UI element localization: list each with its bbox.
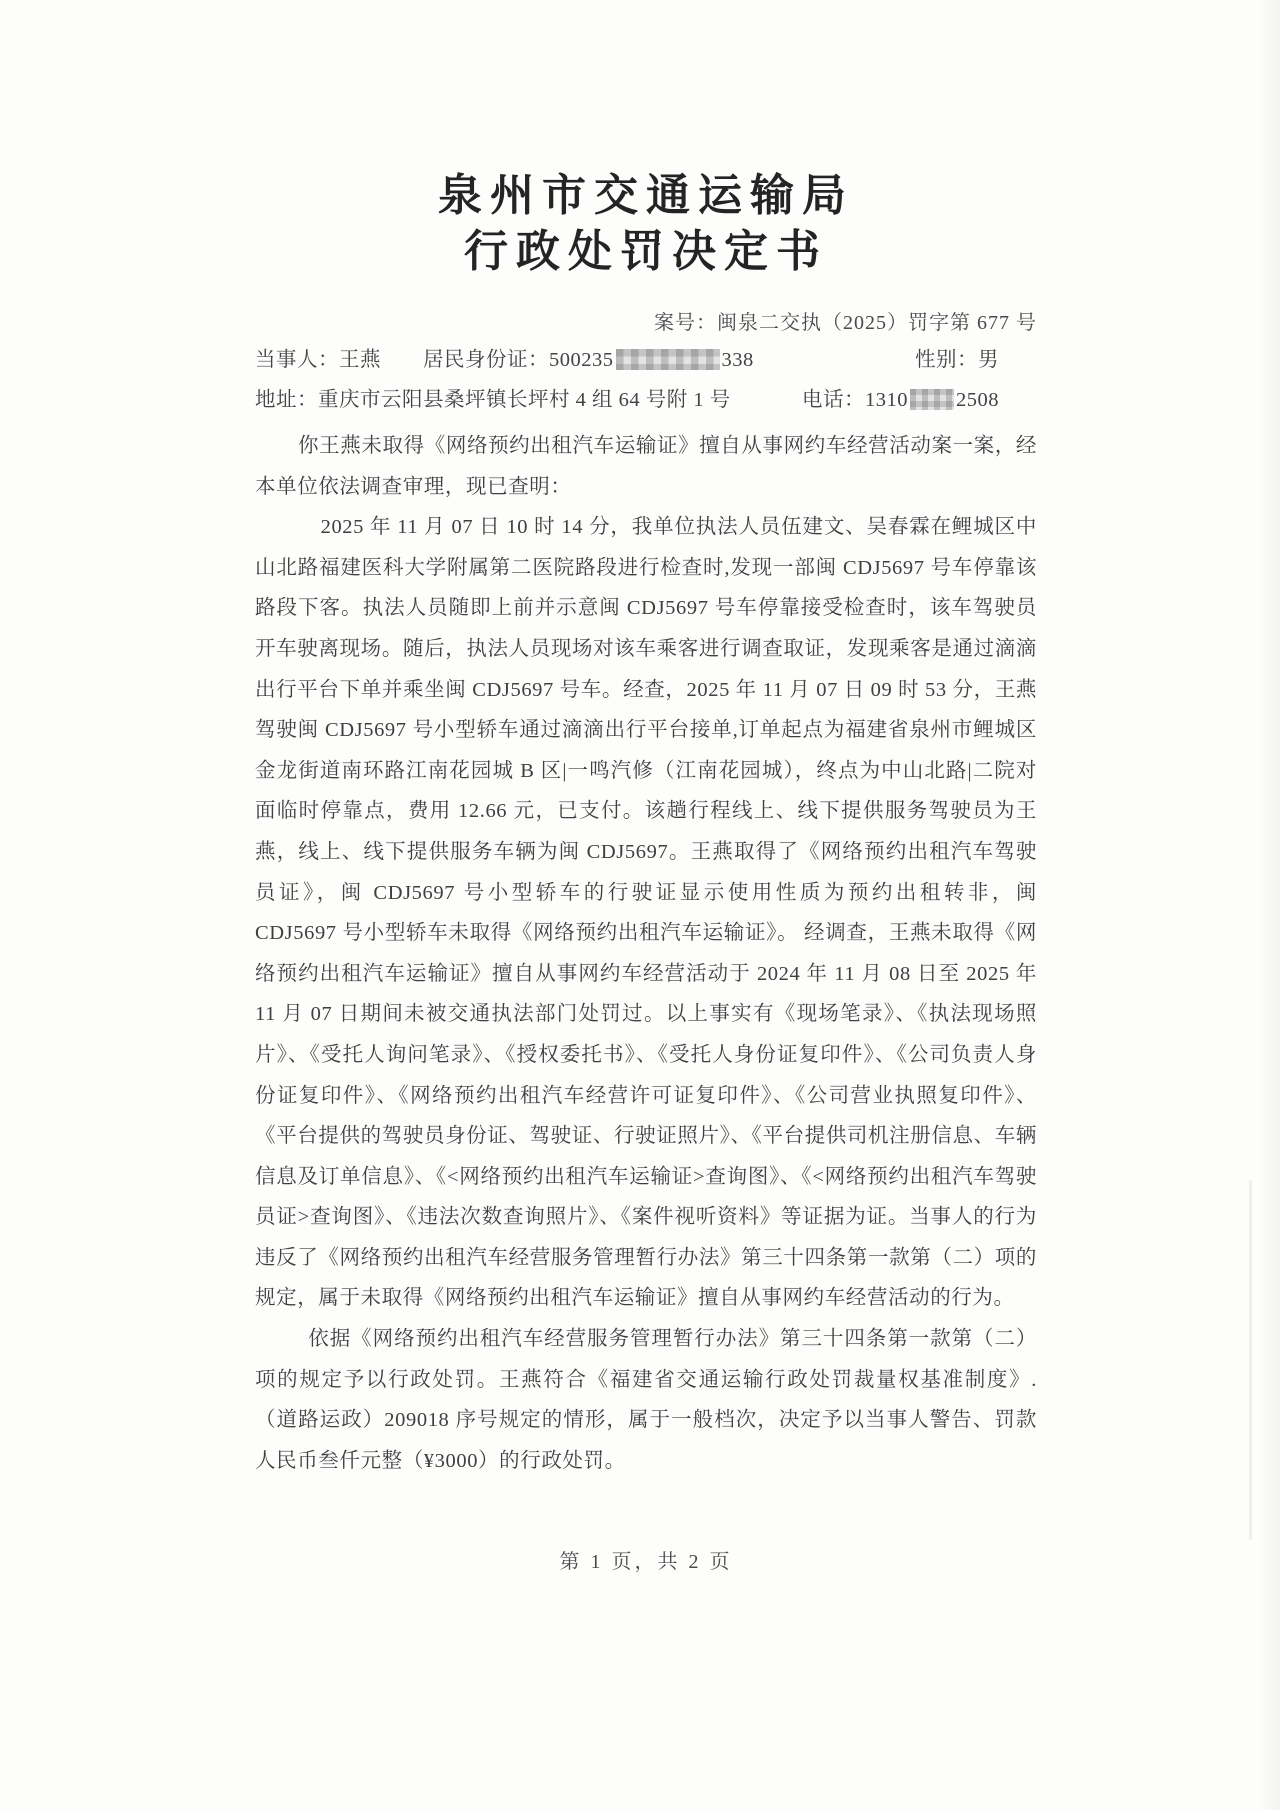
document-type-title: 行政处罚决定书 (464, 227, 828, 276)
id-suffix: 338 (721, 349, 754, 371)
party-name: 当事人：王燕 (255, 349, 381, 371)
case-number: 案号：闽泉二交执（2025）罚字第 677 号 (654, 312, 1037, 334)
party-info-line (255, 340, 1037, 380)
page-footer: 第 1 页，共 2 页 (559, 1551, 733, 1573)
phone-redaction-block (910, 389, 954, 410)
address-info-line (255, 380, 1037, 420)
document-title (255, 168, 1037, 280)
gender: 性别：男 (915, 349, 999, 371)
decision-paragraph: 依据《网络预约出租汽车经营服务管理暂行办法》第三十四条第一款第（二）项的规定予以行政处罚。王燕符合《福建省交通运输行政处罚裁量权基准制度》.（道路运政）209018 序号规定的情形，属于一般档次，决定予以当事人警告、罚款人民币叁仟元整（¥3000）的行政处罚。 (255, 1328, 1037, 1472)
scan-edge-shadow (1260, 0, 1280, 1810)
phone-label: 电话： (802, 389, 865, 411)
facts-paragraph: 2025 年 11 月 07 日 10 时 14 分，我单位执法人员伍建文、吴春霖在鲤城区中山北路福建医科大学附属第二医院路段进行检查时,发现一部闽 CDJ5697 号车停靠该路段下客。执法人员随即上前并示意闽 CDJ5697 号车停靠接受检查时，该车驾驶员开车驶离现场。随后，执法人员现场对该车乘客进行调查取证，发现乘客是通过滴滴出行平台下单并乘坐闽 CDJ5697 号车。经查，2025 年 11 月 07 日 09 时 53 分，王燕驾驶闽 CDJ5697 号小型轿车通过滴滴出行平台接单,订单起点为福建省泉州市鲤城区金龙街道南环路江南花园城 B 区|一鸣汽修（江南花园城），终点为中山北路|二院对面临时停靠点，费用 12.66 元，已支付。该趟行程线上、线下提供服务驾驶员为王燕，线上、线下提供服务车辆为闽 CDJ5697。王燕取得了《网络预约出租汽车驾驶员证》，闽 CDJ5697 号小型轿车的行驶证显示使用性质为预约出租转非，闽 CDJ5697 号小型轿车未取得《网络预约出租汽车运输证》。 经调查，王燕未取得《网络预约出租汽车运输证》擅自从事网约车经营活动于 2024 年 11 月 08 日至 2025 年 11 月 07 日期间未被交通执法部门处罚过。以上事实有《现场笔录》、《执法现场照片》、《受托人询问笔录》、《授权委托书》、《受托人身份证复印件》、《公司负责人身份证复印件》、《网络预约出租汽车经营许可证复印件》、《公司营业执照复印件》、《平台提供的驾驶员身份证、驾驶证、行驶证照片》、《平台提供司机注册信息、车辆信息及订单信息》、《<网络预约出租汽车运输证>查询图》、《<网络预约出租汽车驾驶员证>查询图》、《违法次数查询照片》、《案件视听资料》等证据为证。当事人的行为违反了《网络预约出租汽车经营服务管理暂行办法》第三十四条第一款第（二）项的规定，属于未取得《网络预约出租汽车运输证》擅自从事网约车经营活动的行为。 (255, 516, 1037, 1310)
address: 地址：重庆市云阳县桑坪镇长坪村 4 组 64 号附 1 号 (255, 389, 731, 411)
document-content (255, 0, 1037, 1481)
id-number-field (423, 340, 754, 380)
phone-prefix: 1310 (865, 389, 908, 411)
issuing-authority-title: 泉州市交通运输局 (438, 171, 854, 220)
id-label: 居民身份证： (423, 349, 549, 371)
intro-paragraph: 你王燕未取得《网络预约出租汽车运输证》擅自从事网约车经营活动案一案，经本单位依法调查审理，现已查明： (255, 435, 1037, 498)
phone-field (802, 380, 999, 420)
phone-suffix: 2508 (956, 389, 999, 411)
id-prefix: 500235 (549, 349, 614, 371)
scan-artifact-streak (1249, 1180, 1252, 1540)
id-redaction-block (616, 349, 720, 370)
